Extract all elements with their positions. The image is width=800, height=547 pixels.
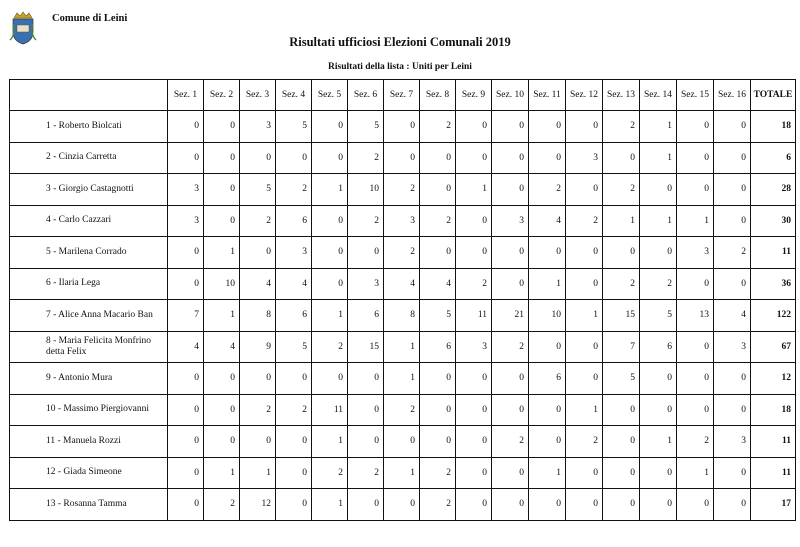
vote-cell: 3 xyxy=(456,331,492,363)
vote-cell: 0 xyxy=(456,142,492,174)
vote-cell: 0 xyxy=(492,237,529,269)
vote-cell: 0 xyxy=(312,205,348,237)
vote-cell: 5 xyxy=(640,300,677,332)
table-row xyxy=(10,394,796,426)
vote-cell: 2 xyxy=(384,394,420,426)
vote-cell: 2 xyxy=(384,237,420,269)
vote-cell: 4 xyxy=(168,331,204,363)
vote-cell: 1 xyxy=(677,205,714,237)
vote-cell: 1 xyxy=(603,205,640,237)
candidate-name: 12 - Giada Simeone xyxy=(10,457,168,489)
vote-cell: 6 xyxy=(276,300,312,332)
candidate-name: 4 - Carlo Cazzari xyxy=(10,205,168,237)
table-row xyxy=(10,300,796,332)
vote-cell: 2 xyxy=(312,331,348,363)
vote-cell: 0 xyxy=(456,363,492,395)
vote-cell: 2 xyxy=(348,142,384,174)
vote-cell: 15 xyxy=(603,300,640,332)
vote-cell: 1 xyxy=(640,426,677,458)
vote-cell: 0 xyxy=(677,111,714,143)
vote-cell: 4 xyxy=(420,268,456,300)
vote-cell: 2 xyxy=(677,426,714,458)
vote-cell: 3 xyxy=(677,237,714,269)
vote-cell: 2 xyxy=(603,174,640,206)
candidate-name: 1 - Roberto Biolcati xyxy=(10,111,168,143)
vote-cell: 0 xyxy=(677,331,714,363)
total-cell: 11 xyxy=(751,457,796,489)
header-sezione: Sez. 3 xyxy=(240,80,276,111)
table-row xyxy=(10,268,796,300)
vote-cell: 0 xyxy=(677,489,714,521)
vote-cell: 0 xyxy=(714,205,751,237)
vote-cell: 2 xyxy=(276,174,312,206)
vote-cell: 5 xyxy=(420,300,456,332)
vote-cell: 0 xyxy=(168,363,204,395)
vote-cell: 0 xyxy=(603,426,640,458)
vote-cell: 0 xyxy=(312,268,348,300)
vote-cell: 2 xyxy=(492,426,529,458)
table-row xyxy=(10,457,796,489)
table-row xyxy=(10,426,796,458)
vote-cell: 2 xyxy=(714,237,751,269)
vote-cell: 3 xyxy=(168,174,204,206)
vote-cell: 0 xyxy=(348,363,384,395)
vote-cell: 0 xyxy=(566,331,603,363)
vote-cell: 1 xyxy=(384,331,420,363)
total-cell: 18 xyxy=(751,394,796,426)
table-row xyxy=(10,142,796,174)
vote-cell: 0 xyxy=(529,331,566,363)
vote-cell: 3 xyxy=(714,331,751,363)
vote-cell: 6 xyxy=(529,363,566,395)
vote-cell: 1 xyxy=(312,426,348,458)
vote-cell: 0 xyxy=(384,111,420,143)
header-sezione: Sez. 2 xyxy=(204,80,240,111)
vote-cell: 3 xyxy=(276,237,312,269)
table-row xyxy=(10,205,796,237)
vote-cell: 1 xyxy=(640,142,677,174)
vote-cell: 2 xyxy=(312,457,348,489)
vote-cell: 2 xyxy=(529,174,566,206)
vote-cell: 0 xyxy=(492,111,529,143)
vote-cell: 1 xyxy=(204,457,240,489)
vote-cell: 0 xyxy=(566,111,603,143)
vote-cell: 15 xyxy=(348,331,384,363)
vote-cell: 0 xyxy=(168,111,204,143)
header-sezione: Sez. 8 xyxy=(420,80,456,111)
vote-cell: 1 xyxy=(566,394,603,426)
vote-cell: 2 xyxy=(566,426,603,458)
vote-cell: 0 xyxy=(420,174,456,206)
vote-cell: 0 xyxy=(420,363,456,395)
candidate-name: 2 - Cinzia Carretta xyxy=(10,142,168,174)
vote-cell: 1 xyxy=(312,174,348,206)
vote-cell: 0 xyxy=(420,394,456,426)
vote-cell: 0 xyxy=(204,174,240,206)
vote-cell: 1 xyxy=(240,457,276,489)
vote-cell: 0 xyxy=(714,268,751,300)
results-table xyxy=(9,79,796,521)
candidate-name: 6 - Ilaria Lega xyxy=(10,268,168,300)
candidate-name: 9 - Antonio Mura xyxy=(10,363,168,395)
vote-cell: 0 xyxy=(714,489,751,521)
header-sezione: Sez. 6 xyxy=(348,80,384,111)
vote-cell: 0 xyxy=(529,111,566,143)
vote-cell: 0 xyxy=(276,142,312,174)
header-sezione: Sez. 4 xyxy=(276,80,312,111)
total-cell: 122 xyxy=(751,300,796,332)
vote-cell: 0 xyxy=(456,489,492,521)
vote-cell: 1 xyxy=(529,268,566,300)
vote-cell: 0 xyxy=(492,174,529,206)
vote-cell: 0 xyxy=(456,111,492,143)
vote-cell: 0 xyxy=(640,457,677,489)
table-row xyxy=(10,331,796,363)
vote-cell: 3 xyxy=(492,205,529,237)
header-sezione: Sez. 16 xyxy=(714,80,751,111)
vote-cell: 4 xyxy=(240,268,276,300)
vote-cell: 3 xyxy=(168,205,204,237)
vote-cell: 0 xyxy=(677,174,714,206)
vote-cell: 0 xyxy=(168,142,204,174)
vote-cell: 0 xyxy=(566,457,603,489)
vote-cell: 0 xyxy=(529,142,566,174)
vote-cell: 0 xyxy=(312,237,348,269)
vote-cell: 0 xyxy=(529,489,566,521)
vote-cell: 0 xyxy=(603,142,640,174)
vote-cell: 0 xyxy=(714,457,751,489)
vote-cell: 7 xyxy=(603,331,640,363)
total-cell: 67 xyxy=(751,331,796,363)
vote-cell: 0 xyxy=(240,237,276,269)
vote-cell: 0 xyxy=(640,237,677,269)
total-cell: 12 xyxy=(751,363,796,395)
total-cell: 11 xyxy=(751,426,796,458)
vote-cell: 0 xyxy=(640,363,677,395)
vote-cell: 0 xyxy=(348,394,384,426)
vote-cell: 6 xyxy=(420,331,456,363)
vote-cell: 0 xyxy=(168,457,204,489)
vote-cell: 1 xyxy=(677,457,714,489)
vote-cell: 7 xyxy=(168,300,204,332)
vote-cell: 8 xyxy=(240,300,276,332)
vote-cell: 2 xyxy=(603,268,640,300)
vote-cell: 4 xyxy=(204,331,240,363)
vote-cell: 0 xyxy=(492,363,529,395)
vote-cell: 0 xyxy=(529,394,566,426)
vote-cell: 0 xyxy=(240,426,276,458)
vote-cell: 0 xyxy=(348,237,384,269)
vote-cell: 0 xyxy=(348,489,384,521)
vote-cell: 2 xyxy=(348,205,384,237)
table-row xyxy=(10,174,796,206)
vote-cell: 21 xyxy=(492,300,529,332)
vote-cell: 1 xyxy=(456,174,492,206)
header-sezione: Sez. 12 xyxy=(566,80,603,111)
vote-cell: 5 xyxy=(603,363,640,395)
vote-cell: 2 xyxy=(420,457,456,489)
vote-cell: 0 xyxy=(312,363,348,395)
vote-cell: 0 xyxy=(492,489,529,521)
municipality-name: Comune di Leini xyxy=(52,13,128,24)
vote-cell: 0 xyxy=(204,142,240,174)
vote-cell: 0 xyxy=(603,394,640,426)
vote-cell: 0 xyxy=(456,237,492,269)
vote-cell: 0 xyxy=(566,174,603,206)
vote-cell: 0 xyxy=(714,394,751,426)
vote-cell: 2 xyxy=(204,489,240,521)
vote-cell: 0 xyxy=(276,489,312,521)
header-sezione: Sez. 14 xyxy=(640,80,677,111)
vote-cell: 0 xyxy=(204,205,240,237)
header-totale: TOTALE xyxy=(751,80,796,111)
vote-cell: 2 xyxy=(603,111,640,143)
vote-cell: 0 xyxy=(714,142,751,174)
vote-cell: 5 xyxy=(348,111,384,143)
vote-cell: 0 xyxy=(566,268,603,300)
vote-cell: 0 xyxy=(456,205,492,237)
vote-cell: 10 xyxy=(204,268,240,300)
header-sezione: Sez. 5 xyxy=(312,80,348,111)
vote-cell: 4 xyxy=(529,205,566,237)
vote-cell: 0 xyxy=(384,426,420,458)
vote-cell: 0 xyxy=(420,142,456,174)
vote-cell: 0 xyxy=(420,237,456,269)
vote-cell: 1 xyxy=(204,237,240,269)
header-sezione: Sez. 11 xyxy=(529,80,566,111)
total-cell: 30 xyxy=(751,205,796,237)
vote-cell: 0 xyxy=(240,363,276,395)
total-cell: 18 xyxy=(751,111,796,143)
vote-cell: 0 xyxy=(640,394,677,426)
vote-cell: 2 xyxy=(420,489,456,521)
vote-cell: 4 xyxy=(276,268,312,300)
vote-cell: 0 xyxy=(677,268,714,300)
vote-cell: 0 xyxy=(204,111,240,143)
header-sezione: Sez. 15 xyxy=(677,80,714,111)
vote-cell: 3 xyxy=(348,268,384,300)
vote-cell: 3 xyxy=(566,142,603,174)
vote-cell: 2 xyxy=(566,205,603,237)
vote-cell: 2 xyxy=(420,111,456,143)
vote-cell: 1 xyxy=(384,457,420,489)
vote-cell: 2 xyxy=(240,394,276,426)
vote-cell: 10 xyxy=(348,174,384,206)
vote-cell: 0 xyxy=(640,174,677,206)
vote-cell: 0 xyxy=(420,426,456,458)
vote-cell: 0 xyxy=(492,268,529,300)
vote-cell: 1 xyxy=(640,111,677,143)
vote-cell: 0 xyxy=(312,111,348,143)
vote-cell: 0 xyxy=(312,142,348,174)
header-sezione: Sez. 13 xyxy=(603,80,640,111)
vote-cell: 0 xyxy=(240,142,276,174)
table-header-row xyxy=(10,80,796,111)
vote-cell: 2 xyxy=(348,457,384,489)
vote-cell: 2 xyxy=(456,268,492,300)
vote-cell: 5 xyxy=(276,111,312,143)
vote-cell: 12 xyxy=(240,489,276,521)
vote-cell: 0 xyxy=(384,142,420,174)
vote-cell: 1 xyxy=(312,300,348,332)
total-cell: 11 xyxy=(751,237,796,269)
total-cell: 36 xyxy=(751,268,796,300)
vote-cell: 5 xyxy=(276,331,312,363)
list-subtitle: Risultati della lista : Uniti per Leini xyxy=(328,62,472,72)
vote-cell: 6 xyxy=(276,205,312,237)
vote-cell: 0 xyxy=(276,457,312,489)
vote-cell: 1 xyxy=(640,205,677,237)
vote-cell: 1 xyxy=(312,489,348,521)
vote-cell: 10 xyxy=(529,300,566,332)
table-row xyxy=(10,111,796,143)
header-sezione: Sez. 7 xyxy=(384,80,420,111)
total-cell: 28 xyxy=(751,174,796,206)
vote-cell: 13 xyxy=(677,300,714,332)
vote-cell: 4 xyxy=(384,268,420,300)
vote-cell: 3 xyxy=(240,111,276,143)
vote-cell: 0 xyxy=(640,489,677,521)
candidate-name: 7 - Alice Anna Macario Ban xyxy=(10,300,168,332)
vote-cell: 0 xyxy=(714,174,751,206)
vote-cell: 2 xyxy=(420,205,456,237)
header-sezione: Sez. 9 xyxy=(456,80,492,111)
table-row xyxy=(10,363,796,395)
table-row xyxy=(10,489,796,521)
vote-cell: 6 xyxy=(640,331,677,363)
page-title: Risultati ufficiosi Elezioni Comunali 2019 xyxy=(289,35,511,49)
candidate-name: 3 - Giorgio Castagnotti xyxy=(10,174,168,206)
vote-cell: 0 xyxy=(384,489,420,521)
vote-cell: 0 xyxy=(529,426,566,458)
header-sezione: Sez. 1 xyxy=(168,80,204,111)
candidate-name: 5 - Marilena Corrado xyxy=(10,237,168,269)
vote-cell: 0 xyxy=(714,111,751,143)
vote-cell: 0 xyxy=(276,363,312,395)
vote-cell: 2 xyxy=(492,331,529,363)
vote-cell: 0 xyxy=(276,426,312,458)
header-sezione: Sez. 10 xyxy=(492,80,529,111)
vote-cell: 0 xyxy=(603,457,640,489)
vote-cell: 0 xyxy=(204,363,240,395)
vote-cell: 0 xyxy=(677,142,714,174)
vote-cell: 1 xyxy=(204,300,240,332)
vote-cell: 2 xyxy=(640,268,677,300)
vote-cell: 1 xyxy=(529,457,566,489)
table-row xyxy=(10,237,796,269)
vote-cell: 6 xyxy=(348,300,384,332)
vote-cell: 0 xyxy=(566,363,603,395)
vote-cell: 0 xyxy=(168,237,204,269)
vote-cell: 0 xyxy=(529,237,566,269)
vote-cell: 0 xyxy=(492,142,529,174)
vote-cell: 0 xyxy=(204,426,240,458)
vote-cell: 0 xyxy=(492,394,529,426)
vote-cell: 0 xyxy=(456,426,492,458)
candidate-name: 10 - Massimo Piergiovanni xyxy=(10,394,168,426)
candidate-name: 11 - Manuela Rozzi xyxy=(10,426,168,458)
vote-cell: 0 xyxy=(348,426,384,458)
vote-cell: 5 xyxy=(240,174,276,206)
vote-cell: 0 xyxy=(603,237,640,269)
vote-cell: 1 xyxy=(566,300,603,332)
vote-cell: 8 xyxy=(384,300,420,332)
vote-cell: 0 xyxy=(456,457,492,489)
vote-cell: 11 xyxy=(456,300,492,332)
vote-cell: 4 xyxy=(714,300,751,332)
vote-cell: 0 xyxy=(168,268,204,300)
candidate-name: 13 - Rosanna Tamma xyxy=(10,489,168,521)
candidate-name: 8 - Maria Felicita Monfrino detta Felix xyxy=(10,331,168,363)
vote-cell: 0 xyxy=(603,489,640,521)
vote-cell: 0 xyxy=(714,363,751,395)
vote-cell: 0 xyxy=(677,394,714,426)
vote-cell: 3 xyxy=(384,205,420,237)
vote-cell: 0 xyxy=(204,394,240,426)
vote-cell: 0 xyxy=(492,457,529,489)
total-cell: 17 xyxy=(751,489,796,521)
vote-cell: 11 xyxy=(312,394,348,426)
vote-cell: 1 xyxy=(384,363,420,395)
vote-cell: 0 xyxy=(566,489,603,521)
vote-cell: 0 xyxy=(456,394,492,426)
vote-cell: 0 xyxy=(168,394,204,426)
vote-cell: 2 xyxy=(276,394,312,426)
vote-cell: 3 xyxy=(714,426,751,458)
vote-cell: 2 xyxy=(384,174,420,206)
vote-cell: 9 xyxy=(240,331,276,363)
header-blank xyxy=(10,80,168,111)
vote-cell: 0 xyxy=(168,426,204,458)
vote-cell: 0 xyxy=(168,489,204,521)
vote-cell: 0 xyxy=(677,363,714,395)
vote-cell: 0 xyxy=(566,237,603,269)
total-cell: 6 xyxy=(751,142,796,174)
vote-cell: 2 xyxy=(240,205,276,237)
